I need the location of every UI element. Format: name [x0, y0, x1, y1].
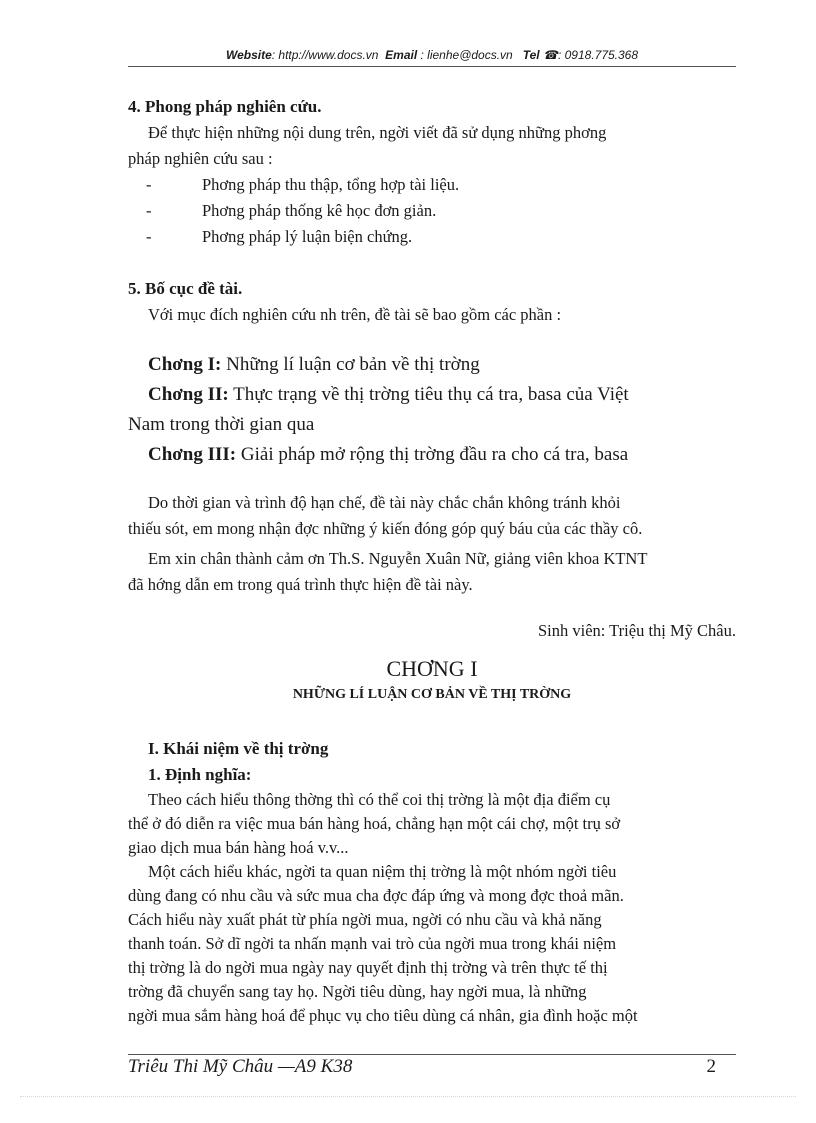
email-value: : lienhe@docs.vn	[420, 48, 513, 62]
chapter1-subtitle: NHỮNG LÍ LUẬN CƠ BẢN VỀ THỊ TRỜNG	[292, 687, 572, 702]
chapter1-sub-title: 1. Định nghĩa:	[148, 765, 252, 784]
footer-author: Triêu Thi Mỹ Châu —A9 K38	[128, 1056, 353, 1077]
para2-line: dùng đang có nhu cầu và sức mua cha đợc đáp ứng và mong đợc thoả mãn.	[128, 886, 624, 905]
section4-intro-line2: pháp nghiên cứu sau :	[128, 149, 273, 168]
section4-title: 4. Phong pháp nghiên cứu.	[128, 97, 322, 116]
closing-p2-line2: đã hớng dẫn em trong quá trình thực hiện đề tài này.	[128, 575, 473, 594]
page-header	[128, 48, 736, 62]
tel-value: : 0918.775.368	[557, 48, 639, 62]
footer-rule	[128, 1054, 736, 1055]
chapter1-heading: CHƠNG I	[386, 656, 478, 681]
closing-p1-line1: Do thời gian và trình độ hạn chế, đề tài này chắc chắn không tránh khỏi	[148, 493, 621, 512]
para1-line: giao dịch mua bán hàng hoá v.v...	[128, 838, 349, 857]
chapter-line-1: Chơng I: Những lí luận cơ bản về thị trờng	[148, 354, 480, 375]
chapter-line-2: Chơng II: Thực trạng về thị trờng tiêu thụ cá tra, basa của Việt	[148, 384, 629, 405]
para1-line: Theo cách hiểu thông thờng thì có thể coi thị trờng là một địa điểm cụ	[148, 790, 611, 809]
page-content	[128, 94, 736, 1028]
closing-p1-line2: thiếu sót, em mong nhận đợc những ý kiến đóng góp quý báu của các thầy cô.	[128, 519, 643, 538]
para2-line: thị trờng là do ngời mua ngày nay quyết định thị trờng và trên thực tế thị	[128, 958, 608, 977]
signature: Sinh viên: Triệu thị Mỹ Châu.	[537, 621, 736, 640]
para2-line: Một cách hiểu khác, ngời ta quan niệm thị trờng là một nhóm ngời tiêu	[148, 862, 617, 881]
section5-title: 5. Bố cục đề tài.	[128, 279, 243, 298]
page-number: 2	[706, 1056, 716, 1077]
email-label: Email	[385, 48, 418, 62]
website-value: : http://www.docs.vn	[271, 48, 379, 62]
para1-line: thể ở đó diễn ra việc mua bán hàng hoá, chẳng hạn một cái chợ, một trụ sở	[128, 814, 621, 833]
phone-icon: ☎	[543, 48, 558, 62]
header-rule	[128, 66, 736, 67]
section4-intro-line1: Để thực hiện những nội dung trên, ngời viết đã sử dụng những phơng	[148, 123, 607, 142]
page-footer	[128, 1056, 736, 1078]
para2-line: trờng đã chuyển sang tay họ. Ngời tiêu dùng, hay ngời mua, là những	[128, 982, 587, 1001]
page-divider	[20, 1096, 796, 1097]
list-item: - Phơng pháp thống kê học đơn giản.	[146, 201, 437, 220]
closing-p2-line1: Em xin chân thành cảm ơn Th.S. Nguyễn Xuân Nữ, giảng viên khoa KTNT	[148, 549, 648, 568]
section5-intro: Với mục đích nghiên cứu nh trên, đề tài sẽ bao gồm các phần :	[148, 305, 562, 324]
chapter-line-3: Chơng III: Giải pháp mở rộng thị trờng đầu ra cho cá tra, basa	[148, 444, 629, 465]
list-item: - Phơng pháp thu thập, tổng hợp tài liệu.	[146, 175, 460, 194]
para2-line: ngời mua sắm hàng hoá để phục vụ cho tiêu dùng cá nhân, gia đình hoặc một	[128, 1006, 638, 1025]
tel-label: Tel	[522, 48, 540, 62]
para2-line: thanh toán. Sở dĩ ngời ta nhấn mạnh vai trò của ngời mua trong khái niệm	[128, 934, 617, 953]
website-label: Website	[225, 48, 272, 62]
chapter-line-2-cont: Nam trong thời gian qua	[128, 414, 315, 435]
para2-line: Cách hiểu này xuất phát từ phía ngời mua, ngời có nhu cầu và khả năng	[128, 910, 602, 929]
chapter1-section-title: I. Khái niệm về thị trờng	[148, 739, 329, 758]
list-item: - Phơng pháp lý luận biện chứng.	[146, 227, 413, 246]
